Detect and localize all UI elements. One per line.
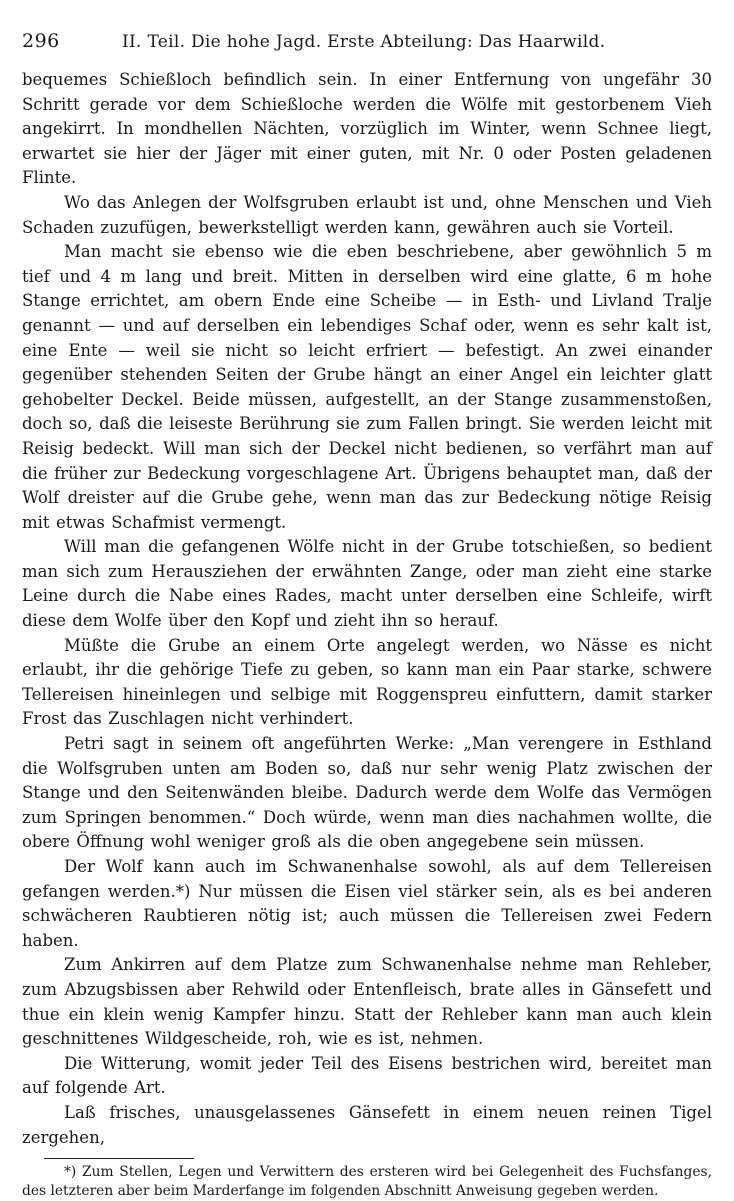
running-head bbox=[22, 30, 712, 68]
book-page bbox=[22, 30, 712, 1200]
paragraph-4: Will man die gefangenen Wölfe nicht in der Grube totschießen, so bedient man sich zum Herausziehen der erwähnten Zange, oder man zieht eine starke Leine durch die Nabe eines Rades, macht unter derselben eine Schleife, wirft diese dem Wolfe über den Kopf und zieht ihn so herauf. bbox=[22, 537, 712, 631]
footnote: *) Zum Stellen, Legen und Verwittern des ersteren wird bei Gelegenheit des Fuchsfanges, des letzteren aber beim Marderfange im folgenden Abschnitt Anweisung gegeben werden. bbox=[22, 1164, 712, 1200]
paragraph-10: Laß frisches, unausgelassenes Gänsefett in einem neuen reinen Tigel zergehen, bbox=[22, 1102, 712, 1147]
paragraph-2: Wo das Anlegen der Wolfsgruben erlaubt ist und, ohne Menschen und Vieh Schaden zuzufügen, bewerkstelligt werden kann, gewähren auch sie Vorteil. bbox=[22, 192, 712, 237]
paragraph-7: Der Wolf kann auch im Schwanenhalse sowohl, als auf dem Tellereisen gefangen werden.*) Nur müssen die Eisen viel stärker sein, als es bei anderen schwächeren Raubtieren nötig ist; auch müssen die Tellereisen zwei Federn haben. bbox=[22, 857, 712, 950]
paragraph-3: Man macht sie ebenso wie die eben beschriebene, aber gewöhnlich 5 m tief und 4 m lang und breit. Mitten in derselben wird eine glatte, 6 m hohe Stange errichtet, am obern Ende eine Scheibe — in Esth- und Livland Tralje genannt — und auf derselben ein lebendiges Schaf oder, wenn es sehr kalt ist, eine Ente — weil sie nicht so leicht erfriert — befestigt. An zwei einander gegenüber stehenden Seiten der Grube hängt an einer Angel ein leichter glatt gehobelter Deckel. Beide müssen, aufgestellt, an der Stange zusammenstoßen, doch so, daß die leiseste Berührung sie zum Fallen bringt. Sie werden leicht mit Reisig bedeckt. Will man sich der Deckel nicht bedienen, so verfährt man auf die früher zur Bedeckung vorgeschlagene Art. Übrigens behauptet man, daß der Wolf dreister auf die Grube gehe, wenn man das zur Bedeckung nötige Reisig mit etwas Schafmist vermengt. bbox=[22, 242, 712, 532]
paragraph-9: Die Witterung, womit jeder Teil des Eisens bestrichen wird, bereitet man auf folgende Art. bbox=[22, 1053, 712, 1098]
paragraph-8: Zum Ankirren auf dem Platze zum Schwanenhalse nehme man Rehleber, zum Abzugsbissen aber Rehwild oder Entenfleisch, brate alles in Gänsefett und thue ein klein wenig Kampfer hinzu. Statt der Rehleber kann man auch klein geschnittenes Wildgescheide, roh, wie es ist, nehmen. bbox=[22, 955, 712, 1049]
body-text bbox=[22, 68, 712, 1150]
running-head-title: II. Teil. Die hohe Jagd. Erste Abteilung: Das Haarwild. bbox=[122, 32, 606, 52]
paragraph-1: bequemes Schießloch befindlich sein. In einer Entfernung von ungefähr 30 Schritt gerade vor dem Schießloche werden die Wölfe mit gestorbenem Vieh angekirrt. In mondhellen Nächten, vorzüglich im Winter, wenn Schnee liegt, erwartet sie hier der Jäger mit einer guten, mit Nr. 0 oder Posten geladenen Flinte. bbox=[22, 70, 712, 188]
page-number: 296 bbox=[22, 30, 60, 52]
paragraph-6: Petri sagt in seinem oft angeführten Werke: „Man verengere in Esthland die Wolfsgruben unten am Boden so, daß nur sehr wenig Platz zwischen der Stange und den Seitenwänden bleibe. Dadurch werde dem Wolfe das Vermögen zum Springen benommen.“ Doch würde, wenn man dies nachahmen wollte, die obere Öffnung wohl weniger groß als die oben angegebene sein müssen. bbox=[22, 734, 712, 852]
footnote-rule bbox=[44, 1158, 194, 1159]
paragraph-5: Müßte die Grube an einem Orte angelegt werden, wo Nässe es nicht erlaubt, ihr die gehörige Tiefe zu geben, so kann man ein Paar starke, schwere Tellereisen hineinlegen und selbige mit Roggenspreu einfuttern, damit starker Frost das Zuschlagen nicht verhindert. bbox=[22, 635, 712, 729]
